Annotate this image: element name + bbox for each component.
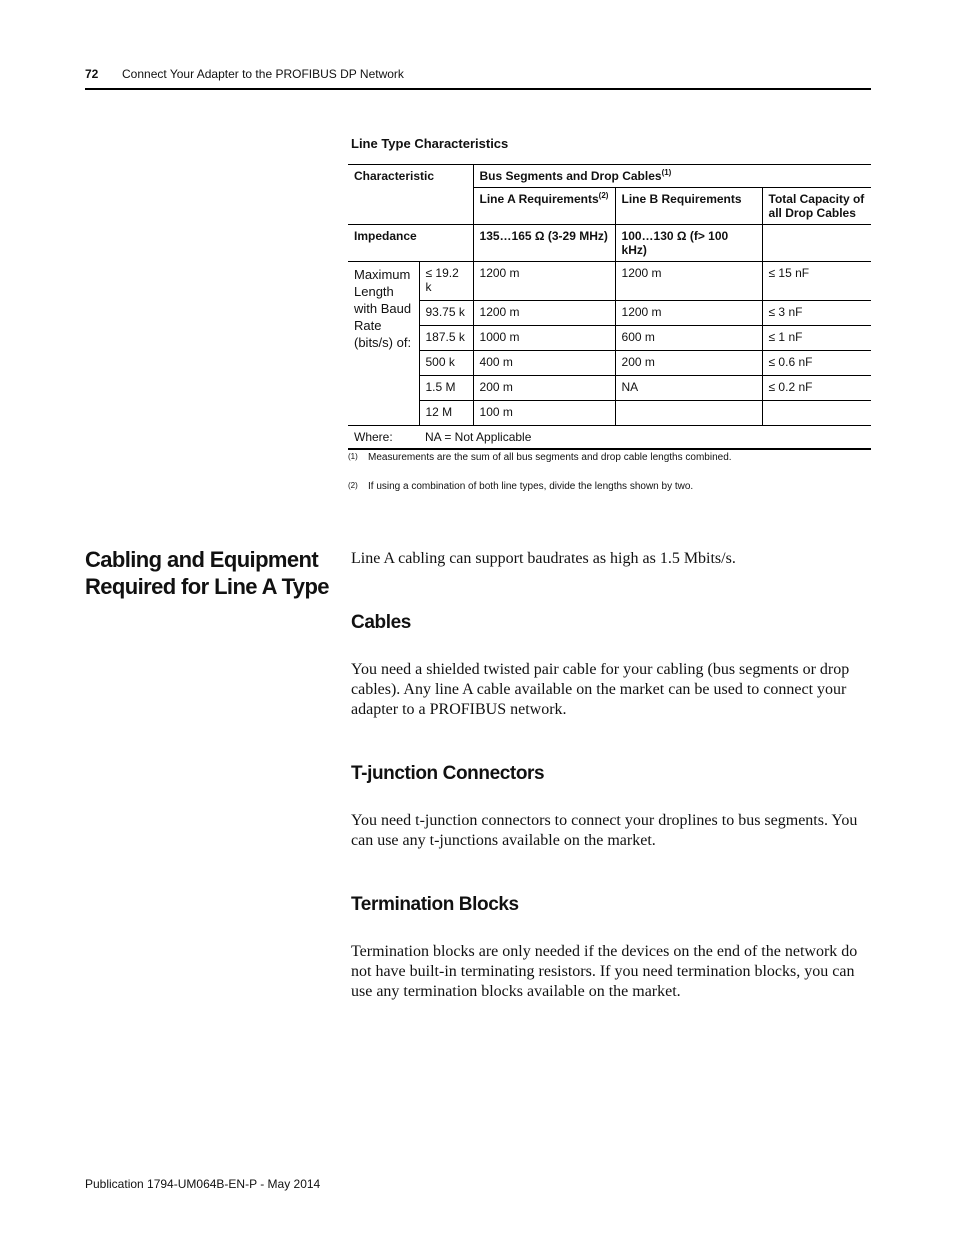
running-title: Connect Your Adapter to the PROFIBUS DP Network [122, 67, 404, 81]
impedance-row [348, 225, 871, 262]
footnote-ref-1: (1) [661, 168, 672, 177]
footnote-marker: (2) [348, 481, 358, 490]
total-capacity-cell: ≤ 15 nF [762, 262, 871, 301]
total-capacity-cell: ≤ 0.6 nF [762, 351, 871, 376]
footnote-ref-2: (2) [598, 191, 609, 200]
line-b-cell: 600 m [615, 326, 762, 351]
section-intro: Line A cabling can support baudrates as high as 1.5 Mbits/s. [351, 550, 736, 567]
baud-rate-cell: 93.75 k [419, 301, 473, 326]
where-label: Where: [348, 426, 419, 450]
total-capacity-cell [762, 401, 871, 426]
termination-text: Termination blocks are only needed if the devices on the end of the network do not have built-in terminating resistors. If you need termination blocks, you can use any termination blocks available on the market. [351, 943, 858, 1000]
total-capacity-cell: ≤ 1 nF [762, 326, 871, 351]
table-row [348, 351, 871, 376]
tjunction-heading: T-junction Connectors [351, 763, 545, 784]
table-header-row [348, 165, 871, 188]
cables-text: You need a shielded twisted pair cable for your cabling (bus segments or drop cables). Any line A cable available on the market can be used to connect your adapter to a PROFIBUS network. [351, 661, 850, 718]
line-b-cell: NA [615, 376, 762, 401]
line-a-cell: 1000 m [473, 326, 615, 351]
header-characteristic: Characteristic [348, 165, 473, 225]
section-heading: Cabling and Equipment Required for Line A Type [85, 547, 329, 599]
line-b-cell: 1200 m [615, 301, 762, 326]
line-a-cell: 1200 m [473, 262, 615, 301]
baud-rate-cell: 12 M [419, 401, 473, 426]
page-number: 72 [85, 67, 99, 81]
max-length-label: Maximum Length with Baud Rate (bits/s) of: [348, 262, 419, 426]
footnote-marker: (1) [348, 452, 358, 461]
publication-footer: Publication 1794-UM064B-EN-P - May 2014 [85, 1177, 321, 1191]
table-row [348, 401, 871, 426]
baud-rate-cell: 1.5 M [419, 376, 473, 401]
line-type-table [348, 164, 871, 450]
footnote-2 [348, 481, 693, 492]
impedance-line-b: 100…130 Ω (f> 100 kHz) [615, 225, 762, 262]
impedance-label: Impedance [348, 225, 473, 262]
table-title: Line Type Characteristics [351, 136, 509, 151]
total-capacity-cell: ≤ 0.2 nF [762, 376, 871, 401]
impedance-line-a: 135…165 Ω (3-29 MHz) [473, 225, 615, 262]
total-capacity-cell: ≤ 3 nF [762, 301, 871, 326]
footnote-1 [348, 452, 732, 463]
where-value: NA = Not Applicable [419, 426, 871, 450]
table-row [348, 376, 871, 401]
table-row [348, 326, 871, 351]
header-line-b: Line B Requirements [615, 188, 762, 225]
line-b-cell [615, 401, 762, 426]
header-line-a: Line A Requirements$^{(2)}$ [473, 188, 615, 225]
tjunction-text: You need t-junction connectors to connect your droplines to bus segments. You can use any t-junctions available on the market. [351, 812, 858, 849]
table-row [348, 262, 871, 301]
line-a-cell: 400 m [473, 351, 615, 376]
footnote-text: If using a combination of both line types, divide the lengths shown by two. [368, 481, 694, 492]
cables-heading: Cables [351, 612, 411, 633]
where-row [348, 426, 871, 450]
baud-rate-cell: 187.5 k [419, 326, 473, 351]
line-a-cell: 1200 m [473, 301, 615, 326]
line-b-cell: 1200 m [615, 262, 762, 301]
line-b-cell: 200 m [615, 351, 762, 376]
table-row [348, 301, 871, 326]
header-bus-segments: Bus Segments and Drop Cables$^{(1)}$ [473, 165, 871, 188]
header-total-capacity: Total Capacity of all Drop Cables [762, 188, 871, 225]
baud-rate-cell: ≤ 19.2 k [419, 262, 473, 301]
termination-heading: Termination Blocks [351, 894, 519, 915]
footnote-text: Measurements are the sum of all bus segments and drop cable lengths combined. [368, 452, 732, 463]
header-rule [85, 88, 871, 90]
baud-rate-cell: 500 k [419, 351, 473, 376]
line-a-cell: 100 m [473, 401, 615, 426]
line-a-cell: 200 m [473, 376, 615, 401]
